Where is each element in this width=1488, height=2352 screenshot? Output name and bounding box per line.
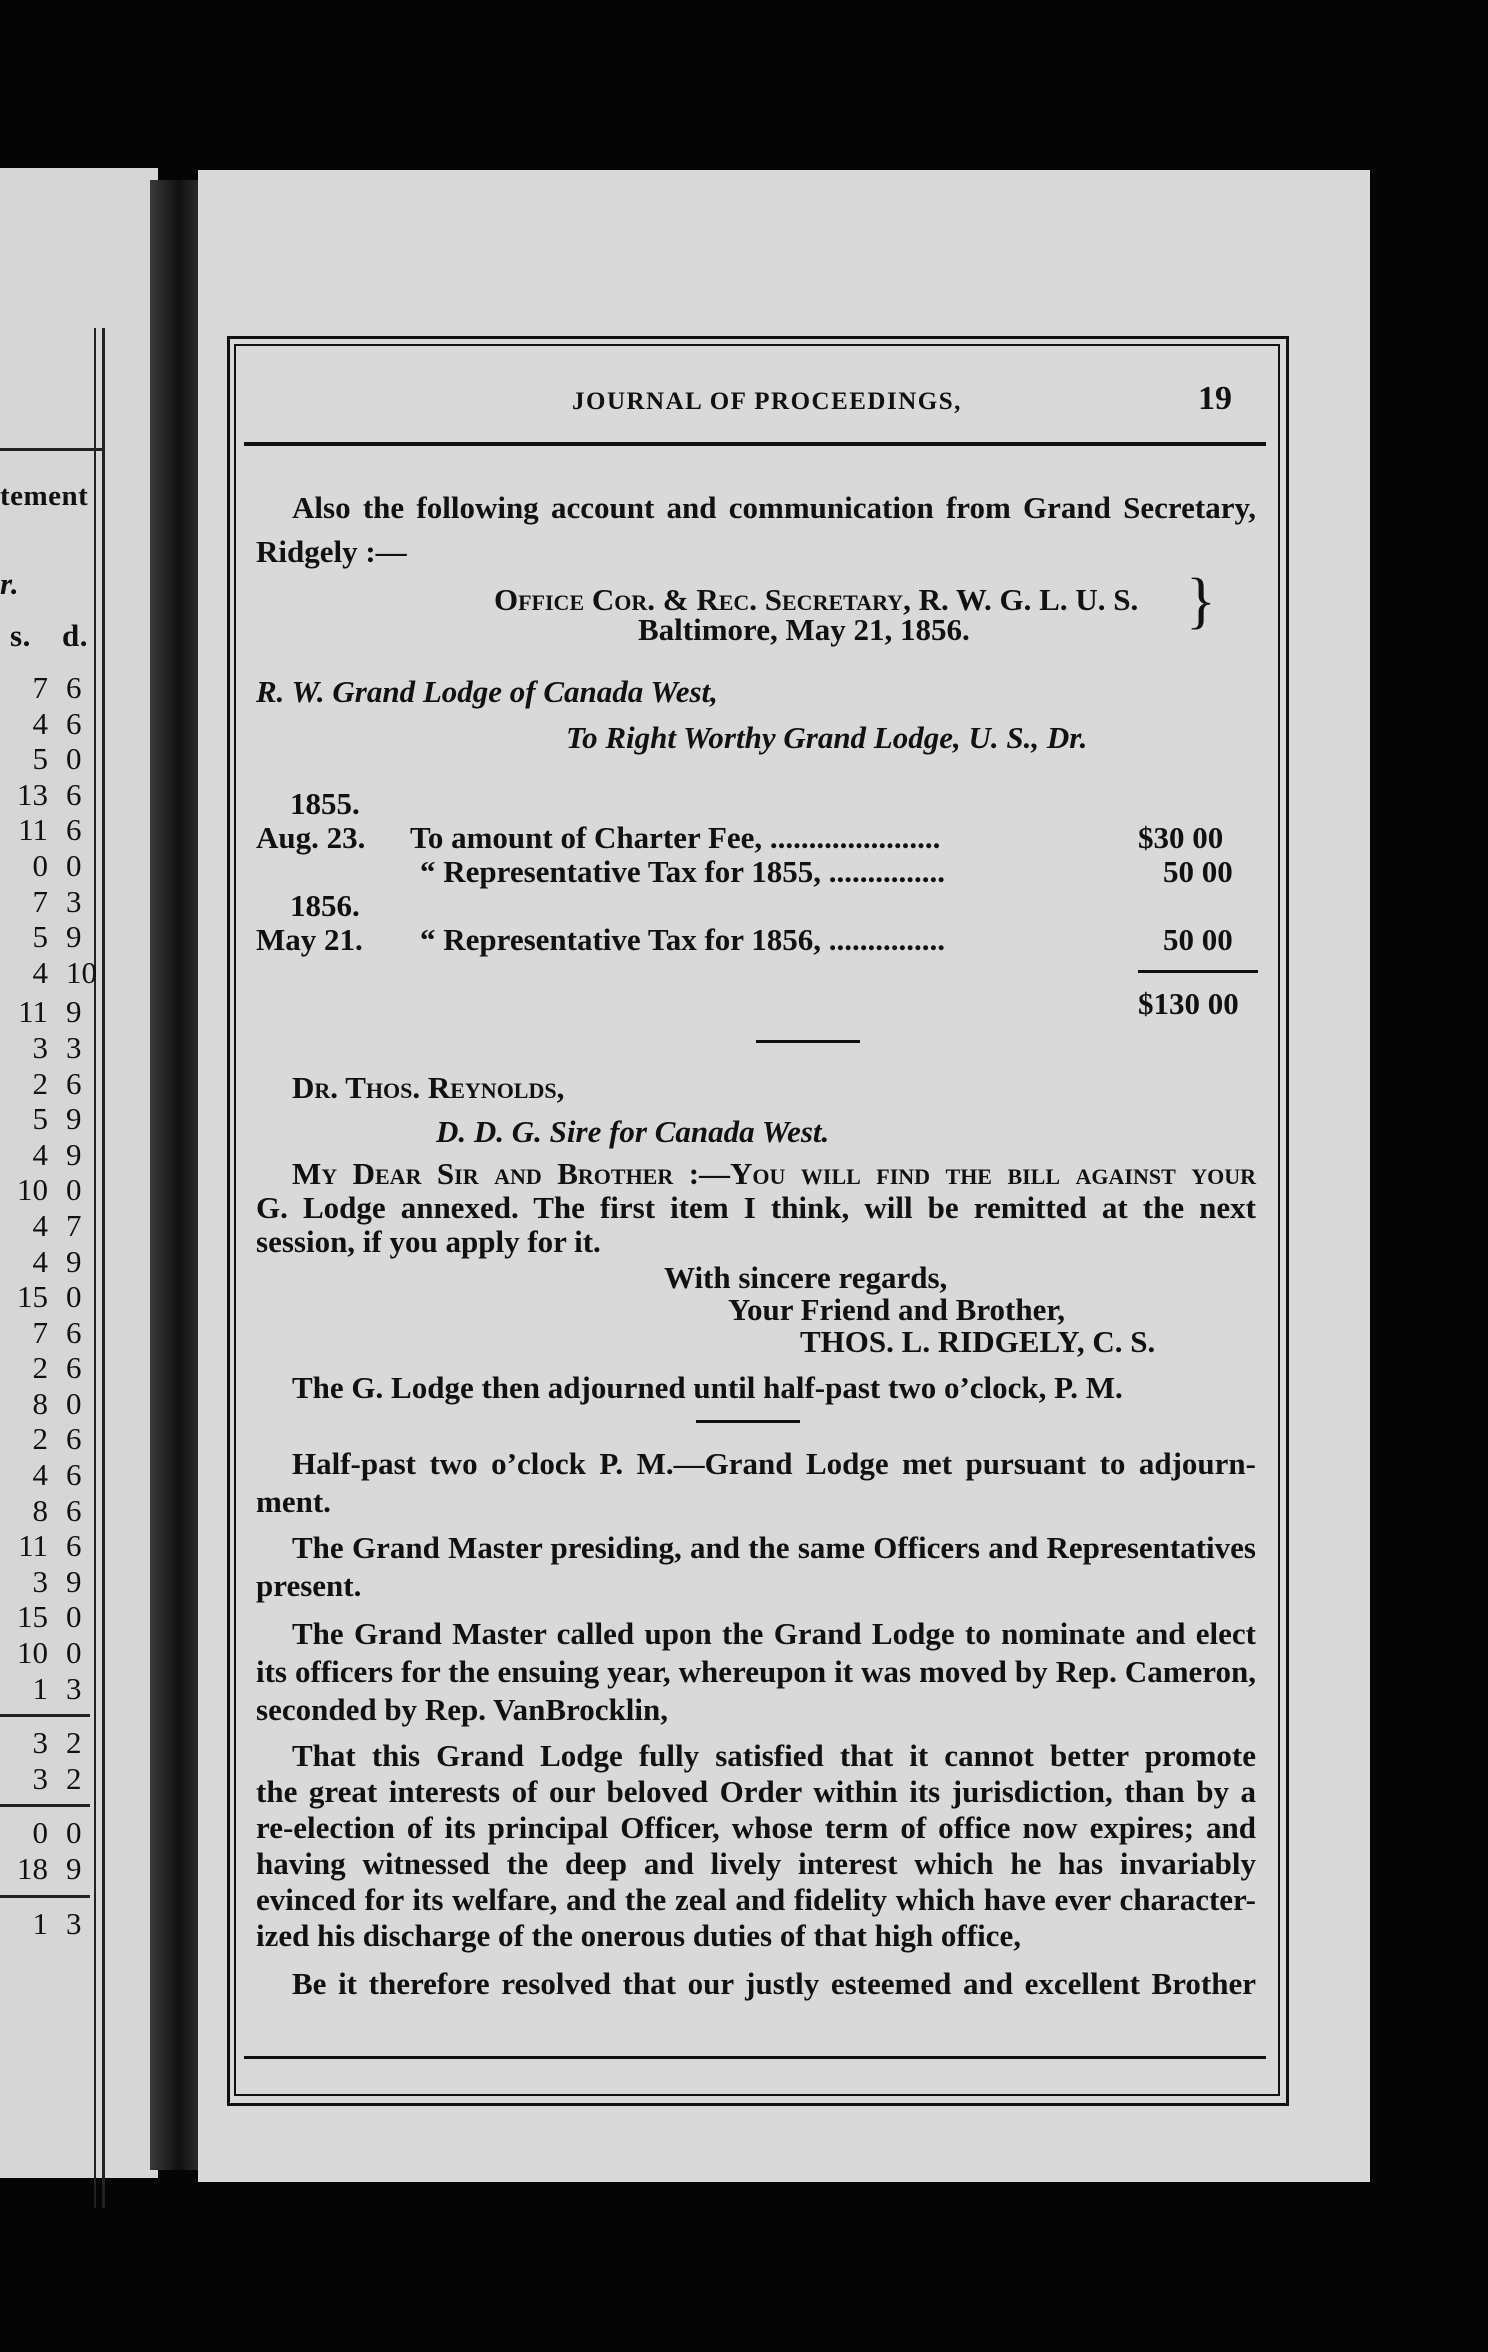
entry-description: “ Representative Tax for 1856, ............... [420,922,945,957]
shillings-value: 3 [32,1725,48,1761]
shillings-value: 4 [32,1136,48,1172]
office-heading: Office Cor. & Rec. Secretary, R. W. G. L. U. S. [494,582,1139,617]
shillings-value: 11 [18,812,48,848]
left-figure-row [0,1635,100,1671]
resolution-line: That this Grand Lodge fully satisfied that it cannot better promote [292,1738,1256,1773]
shillings-value: 2 [32,1065,48,1101]
account-year: 1856. [290,888,360,923]
pence-value: 9 [66,919,82,955]
pence-value: 9 [66,1851,82,1886]
shillings-value: 5 [32,1101,48,1137]
left-figure-row [0,1172,100,1208]
left-col-d: d. [62,618,88,653]
shillings-value: 4 [32,954,48,990]
shillings-value: 3 [32,1760,48,1796]
entry-date: Aug. 23. [256,820,366,855]
shillings-value: 7 [32,883,48,919]
pence-value: 2 [66,1760,82,1796]
left-figure-row [0,1493,100,1529]
shillings-value: 10 [17,1172,48,1208]
shillings-value: 1 [32,1905,48,1941]
shillings-value: 3 [32,1029,48,1065]
left-figure-row [0,1815,100,1851]
resolution-line: Be it therefore resolved that our justly esteemed and excellent Brother [292,1966,1256,2001]
pence-value: 6 [66,1065,82,1101]
left-figure-row [0,1421,100,1457]
entry-amount: $30 00 [1138,820,1224,855]
left-figure-row [0,777,100,813]
intro-line: Also the following account and communication from Grand Secretary, [292,490,1256,525]
entry-description: To amount of Charter Fee, ...................... [410,820,941,855]
paragraph-line: present. [256,1568,362,1603]
pence-value: 0 [66,1172,82,1208]
pence-value: 6 [66,812,82,848]
shillings-value: 10 [17,1635,48,1671]
left-figure-row [0,919,100,955]
letter-body-line: G. Lodge annexed. The first item I think, will be remitted at the next [256,1190,1256,1225]
shillings-value: 13 [17,776,48,812]
pence-value: 6 [66,1457,82,1493]
running-head: JOURNAL OF PROCEEDINGS, [572,388,962,415]
pence-value: 0 [66,1635,82,1671]
pence-value: 6 [66,1528,82,1564]
resolution-line: re-election of its principal Officer, whose term of office now expires; and [256,1810,1256,1845]
left-figure-row [0,1906,100,1942]
left-figure-row [0,1208,100,1244]
left-figure-row [0,1528,100,1564]
shillings-value: 8 [32,1385,48,1421]
pence-value: 6 [66,705,82,741]
shillings-value: 1 [32,1670,48,1706]
shillings-value: 5 [32,919,48,955]
left-col-s: s. [10,618,31,653]
left-page-rule [102,328,105,2208]
pence-value: 3 [66,1905,82,1941]
left-figures-column [0,670,100,1941]
shillings-value: 2 [32,1421,48,1457]
left-figure-row [0,1030,100,1066]
section-divider [756,1040,860,1043]
letter-signature: THOS. L. RIDGELY, C. S. [800,1324,1156,1359]
left-figure-row [0,670,100,706]
paragraph-line: The Grand Master called upon the Grand Lodge to nominate and elect [292,1616,1256,1651]
book-gutter [150,180,198,2170]
left-header-word: tement [0,480,89,512]
office-date: Baltimore, May 21, 1856. [638,612,970,647]
resolution-line: ized his discharge of the onerous duties of that high office, [256,1918,1021,1953]
pence-value: 9 [66,1563,82,1599]
pence-value: 9 [66,1243,82,1279]
pence-value: 0 [66,1815,82,1851]
left-figure-row [0,1101,100,1137]
left-sum-rule [0,1895,90,1898]
left-figure-row [0,741,100,777]
left-figure-row [0,1315,100,1351]
shillings-value: 2 [32,1350,48,1386]
account-debtor: R. W. Grand Lodge of Canada West, [256,674,718,709]
shillings-value: 7 [32,1314,48,1350]
left-figure-row [0,1279,100,1315]
pence-value: 6 [66,1350,82,1386]
shillings-value: 0 [32,1815,48,1851]
brace-mark: } [1186,567,1216,635]
pence-value: 6 [66,1421,82,1457]
total-rule [1138,970,1258,973]
left-facing-page [0,168,158,2178]
shillings-value: 5 [32,741,48,777]
adjourn-line: The G. Lodge then adjourned until half-past two o’clock, P. M. [292,1370,1123,1405]
letter-body-line [292,1156,1256,1192]
pence-value: 0 [66,1599,82,1635]
paragraph-line: ment. [256,1484,331,1519]
pence-value: 3 [66,883,82,919]
left-figure-row [0,1761,100,1797]
left-figure-row [0,706,100,742]
left-figure-row [0,994,100,1030]
pence-value: 0 [66,847,82,883]
pence-value: 6 [66,670,82,705]
shillings-value: 4 [32,1207,48,1243]
pence-value: 6 [66,1314,82,1350]
shillings-value: 15 [17,1279,48,1315]
pence-value: 6 [66,776,82,812]
account-creditor: To Right Worthy Grand Lodge, U. S., Dr. [566,720,1088,755]
paragraph-line: Half-past two o’clock P. M.—Grand Lodge met pursuant to adjourn- [292,1446,1256,1481]
left-figure-row [0,1457,100,1493]
left-figure-row [0,1137,100,1173]
paragraph-line: its officers for the ensuing year, whereupon it was moved by Rep. Cameron, [256,1654,1256,1689]
entry-amount: 50 00 [1163,922,1233,957]
resolution-line: evinced for its welfare, and the zeal and fidelity which have ever character- [256,1882,1256,1917]
shillings-value: 18 [17,1851,48,1886]
pence-value: 2 [66,1725,82,1761]
left-figure-row [0,1386,100,1422]
account-year: 1855. [290,786,360,821]
left-figure-row [0,848,100,884]
left-sum-rule [0,1714,90,1717]
shillings-value: 4 [32,1457,48,1493]
pence-value: 3 [66,1029,82,1065]
letter-addressee: Dr. Thos. Reynolds, [292,1070,565,1105]
left-figure-row [0,1350,100,1386]
pence-value: 9 [66,1101,82,1137]
pence-value: 9 [66,1136,82,1172]
left-figure-row [0,1725,100,1761]
section-divider [696,1420,800,1423]
shillings-value: 7 [32,670,48,705]
left-figure-row [0,955,100,991]
account-total: $130 00 [1138,986,1239,1021]
pence-value: 3 [66,1670,82,1706]
shillings-value: 11 [18,994,48,1030]
journal-page [198,170,1370,2182]
shillings-value: 4 [32,705,48,741]
paragraph-line: The Grand Master presiding, and the same Officers and Representatives [292,1530,1256,1565]
entry-amount: 50 00 [1163,854,1233,889]
left-figure-row [0,1851,100,1887]
pence-value: 6 [66,1492,82,1528]
resolution-line: the great interests of our beloved Order within its jurisdiction, than by a [256,1774,1256,1809]
left-r-mark: r. [0,566,20,601]
pence-value: 0 [66,1385,82,1421]
left-figure-row [0,1066,100,1102]
pence-value: 10 [66,954,97,990]
intro-line: Ridgely :— [256,534,407,569]
salutation: My Dear Sir and Brother :—You will find the bill against your [292,1156,1256,1191]
letter-closing: Your Friend and Brother, [728,1292,1066,1327]
page-number: 19 [1198,380,1232,417]
pence-value: 0 [66,741,82,777]
left-figure-row [0,1244,100,1280]
left-figure-row [0,1671,100,1707]
shillings-value: 3 [32,1563,48,1599]
letter-addressee-title: D. D. G. Sire for Canada West. [436,1114,830,1149]
pence-value: 7 [66,1207,82,1243]
left-sum-rule [0,1804,90,1807]
shillings-value: 15 [17,1599,48,1635]
header-rule [244,442,1266,446]
left-figure-row [0,812,100,848]
shillings-value: 0 [32,847,48,883]
footer-rule [244,2056,1266,2059]
left-figure-row [0,1564,100,1600]
letter-body-line: session, if you apply for it. [256,1224,601,1259]
shillings-value: 8 [32,1492,48,1528]
letter-closing: With sincere regards, [664,1260,948,1295]
resolution-line: having witnessed the deep and lively interest which he has invariably [256,1846,1256,1881]
left-figure-row [0,884,100,920]
shillings-value: 11 [18,1528,48,1564]
pence-value: 0 [66,1279,82,1315]
pence-value: 9 [66,994,82,1030]
entry-date: May 21. [256,922,363,957]
entry-description: “ Representative Tax for 1855, ............... [420,854,945,889]
left-figure-row [0,1599,100,1635]
paragraph-line: seconded by Rep. VanBrocklin, [256,1692,669,1727]
shillings-value: 4 [32,1243,48,1279]
left-page-rule [0,448,105,451]
